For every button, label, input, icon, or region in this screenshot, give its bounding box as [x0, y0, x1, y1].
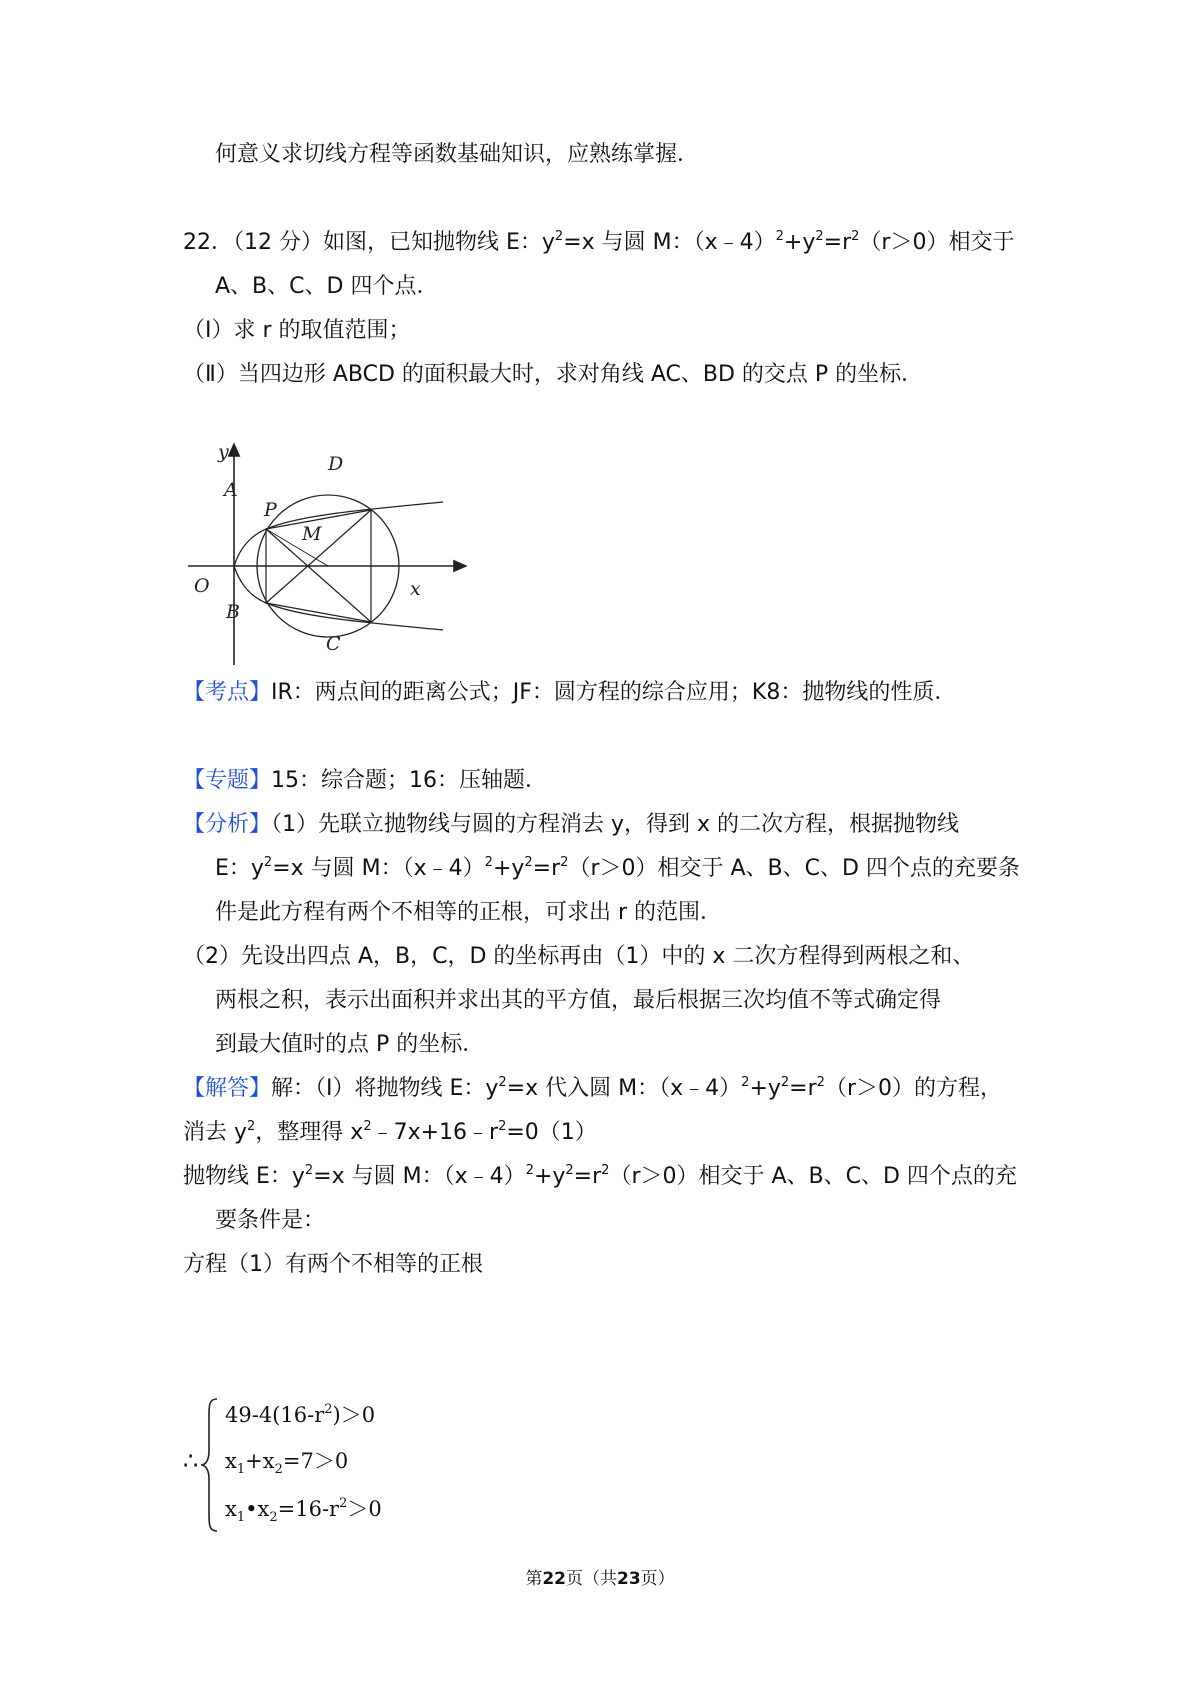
jieda-line-1: 【解答】解：（Ⅰ）将抛物线 E：$y^2=x$ 代入圆 M：$(x﹣4)^2+y^2=r^2(r>0)$的方程， [183, 1075, 1002, 1101]
jieda-line-4: 要条件是： [215, 1208, 326, 1233]
label-o: O [194, 575, 210, 597]
zhuanti-line: 【专题】15：综合题；16：压轴题． [183, 768, 548, 793]
fenxi-line-5: 两根之积，表示出面积并求出其的平方值，最后根据三次均值不等式确定得 [215, 988, 942, 1013]
label-x: x [410, 578, 421, 600]
fenxi-line-4: （2）先设出四点 A，B，C，D 的坐标再由（1）中的 x 二次方程得到两根之和、 [183, 944, 975, 969]
fenxi-line-6: 到最大值时的点 P 的坐标． [215, 1032, 485, 1057]
label-b: B [226, 601, 240, 623]
therefore-symbol: ∴ [183, 1447, 199, 1475]
question-part-2: （Ⅱ）当四边形 ABCD 的面积最大时，求对角线 AC、BD 的交点 P 的坐标． [183, 362, 924, 387]
system-row-3: $x_1•x_2=16-r^2>0$ [225, 1496, 382, 1525]
fenxi-line-2: E：$y^2=x$ 与圆 M：$(x﹣4)^2+y^2=r^2(r>0)$相交于 A、B、C、D 四个点的充要条 [215, 855, 1020, 881]
inequality-system [183, 1395, 443, 1535]
jieda-tag: 【解答】 [183, 1076, 272, 1101]
page-total: 23 [617, 1569, 641, 1589]
question-22-line-1: 22．（12 分）如图，已知抛物线 E：$y^2=x$ 与圆 M：$(x﹣4)^2+y^2=r^2(r>0)$相交于 [183, 229, 1015, 255]
page-footer: 第22页（共23页） [525, 1569, 675, 1589]
left-brace-icon [199, 1395, 221, 1535]
fenxi-tag: 【分析】 [183, 812, 272, 837]
label-c: C [326, 633, 341, 655]
question-part-1: （Ⅰ）求 r 的取值范围； [183, 318, 411, 343]
label-y: y [218, 441, 229, 463]
fenxi-line-3: 件是此方程有两个不相等的正根，可求出 r 的范围． [215, 900, 723, 925]
question-22-line-2: A、B、C、D 四个点． [215, 274, 439, 299]
jieda-line-5: 方程（1）有两个不相等的正根 [183, 1252, 483, 1277]
parabola-circle-figure [188, 440, 478, 680]
kaodian-tag: 【考点】 [183, 680, 272, 705]
page-number: 22 [542, 1569, 566, 1589]
system-row-2: $x_1+x_2=7>0$ [225, 1449, 349, 1477]
label-a: A [224, 479, 238, 501]
figure-svg [188, 440, 478, 680]
label-m: M [302, 523, 322, 545]
jieda-line-2: 消去 $y^2$，整理得 $x^2﹣7x+16﹣r^2=0(1)$ [183, 1119, 597, 1145]
kaodian-line: 【考点】IR：两点间的距离公式；JF：圆方程的综合应用；K8：抛物线的性质． [183, 680, 957, 705]
label-p: P [264, 499, 277, 521]
fenxi-line-1: 【分析】（1）先联立抛物线与圆的方程消去 y，得到 x 的二次方程，根据抛物线 [183, 812, 960, 837]
label-d: D [328, 453, 344, 475]
jieda-line-3: 抛物线 E：$y^2=x$ 与圆 M：$(x﹣4)^2+y^2=r^2(r>0)$相交于 A、B、C、D 四个点的充 [183, 1163, 1017, 1189]
system-row-1: $49-4(16-r^2)>0$ [225, 1402, 376, 1427]
zhuanti-tag: 【专题】 [183, 768, 272, 793]
previous-text-line: 何意义求切线方程等函数基础知识，应熟练掌握． [215, 142, 700, 167]
